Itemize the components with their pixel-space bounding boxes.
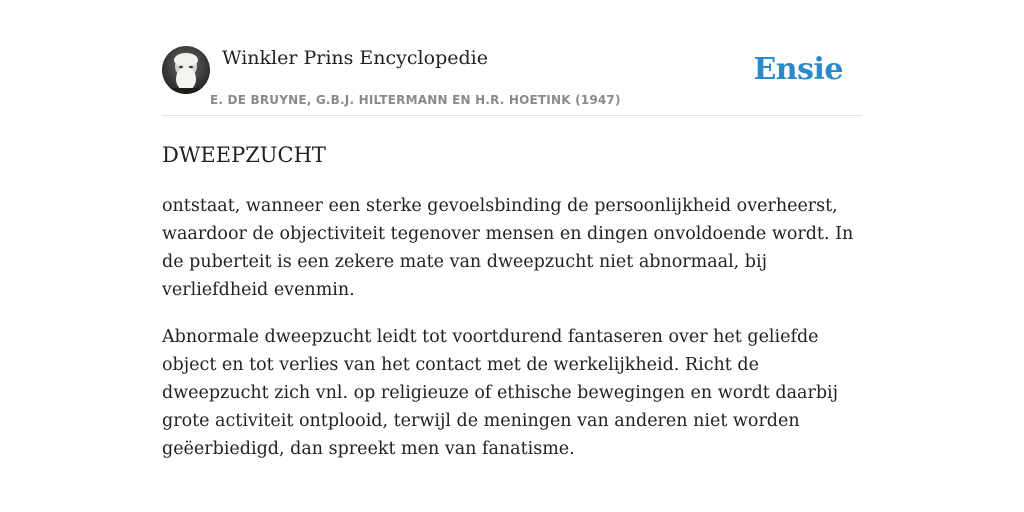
portrait-image [162,46,210,94]
article-paragraph: ontstaat, wanneer een sterke gevoelsbinding de persoonlijkheid overheerst, waardoor de objectiviteit tegenover mensen en dingen onvoldoende wordt. In de puberteit is een zekere mate van dweepzucht niet abnormaal, bij verliefdheid evenmin. [162,196,854,300]
article-body [162,192,862,482]
article-paragraph: Abnormale dweepzucht leidt tot voortdurend fantaseren over het geliefde object en tot verlies van het contact met de werkelijkheid. Richt de dweepzucht zich vnl. op religieuze of ethische bewegingen en wordt daarbij grote activiteit ontplooid, terwijl de meningen van anderen niet worden geëerbiedigd, dan spreekt men van fanatisme. [162,327,839,459]
author-portrait-avatar [162,46,210,94]
source-authors: E. DE BRUYNE, G.B.J. HILTERMANN EN H.R. HOETINK (1947) [210,93,621,107]
article-title: DWEEPZUCHT [162,143,326,167]
source-header [162,46,862,116]
source-title[interactable]: Winkler Prins Encyclopedie [222,47,488,69]
ensie-logo-link[interactable]: Ensie [753,52,843,87]
